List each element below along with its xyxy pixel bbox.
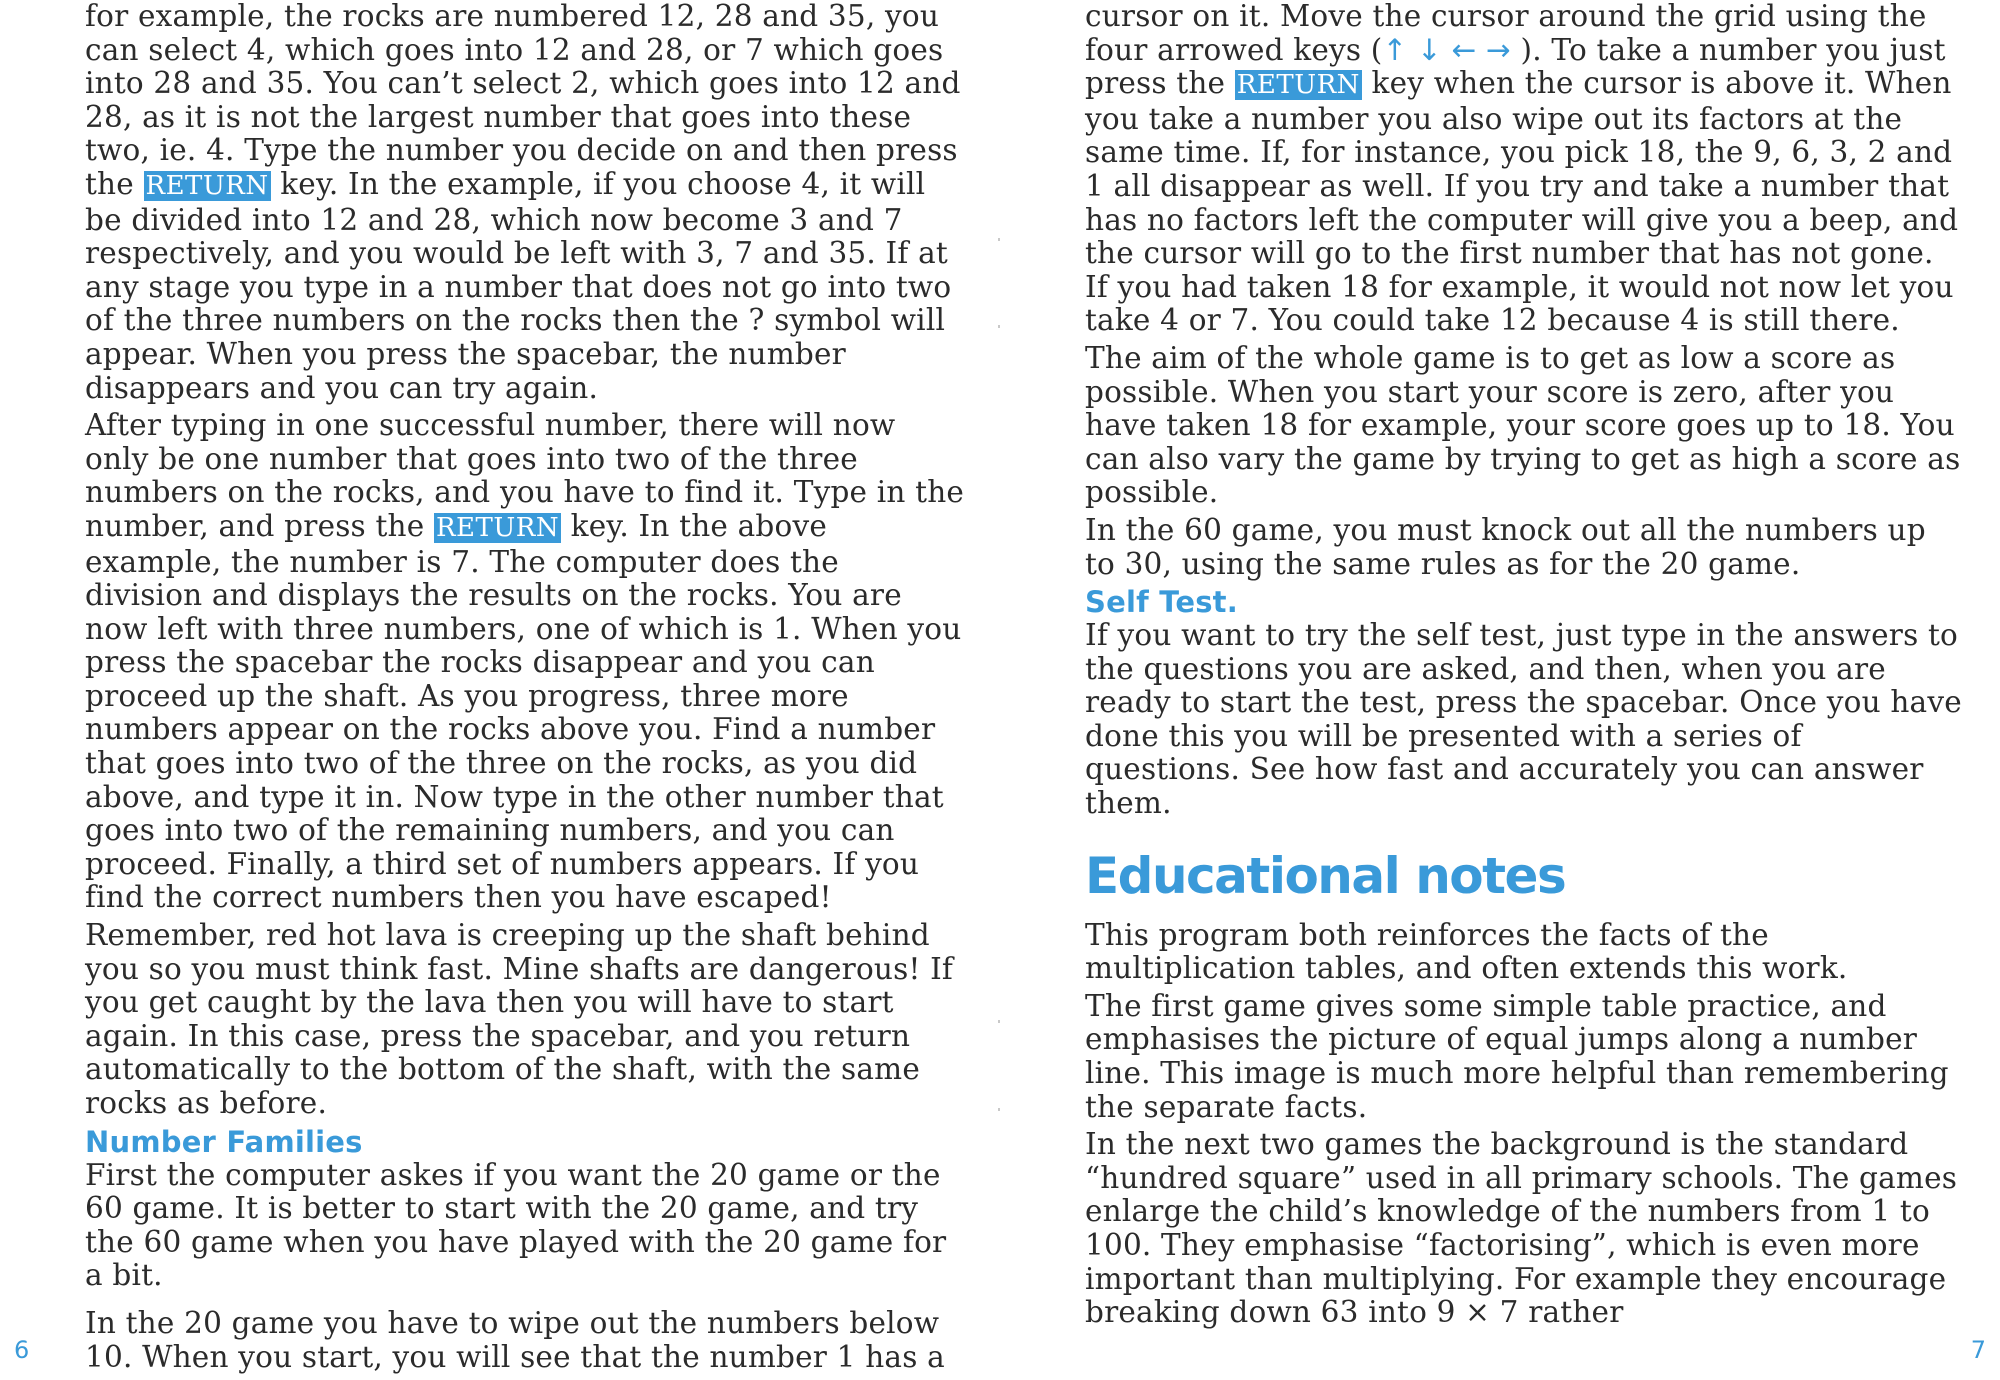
paragraph: In the 20 game you have to wipe out the numbers below 10. When you start, you will see that the number 1 has a xyxy=(85,1305,945,1374)
left-text-column xyxy=(85,0,965,1378)
return-key-label: RETURN xyxy=(1236,70,1360,101)
section-heading-educational-notes: Educational notes xyxy=(1085,846,1566,905)
return-key-label: RETURN xyxy=(435,512,560,543)
paragraph: The aim of the whole game is to get as low a score as possible. When you start your score is zero, after you have taken 18 for example, your score goes up to 18. You can also vary the game by trying to get as high a score as possible. xyxy=(1085,340,1961,510)
paragraph-text: ). To take a number you just press the xyxy=(1085,32,1946,101)
paragraph-text: key. In the above example, the number is 7. The computer does the division and displays the results on the rocks. You are now left with three numbers, one of which is 1. When you press the spacebar the rocks disappear and you can proceed up the shaft. As you progress, three more numbers appear on the rocks above you. Find a number that goes into two of the three on the rocks, as you did above, and type it in. Now type in the other number that goes into two of the remaining numbers, and you can proceed. Finally, a third set of numbers appears. If you find the correct numbers then you have escaped! xyxy=(85,508,962,915)
paragraph: If you want to try the self test, just type in the answers to the questions you are asked, and then, when you are ready to start the test, press the spacebar. Once you have done this you will be presented with a series of questions. See how fast and accurately you can answer them. xyxy=(1085,618,1962,821)
arrow-keys-icon: ↑ ↓ ← → xyxy=(1382,32,1511,67)
paragraph-text: for example, the rocks are numbered 12, 28 and 35, you can select 4, which goes into 12 and 28, or 7 which goes into 28 and 35. You can’t select 2, which goes into 12 and 28, as it is not the largest number that goes into these two, ie. 4. Type the number you decide on and then press the xyxy=(85,0,961,201)
paragraph-text: cursor on it. Move the cursor around the grid using the four arrowed keys ( xyxy=(1085,0,1927,67)
paragraph xyxy=(85,409,965,915)
paragraph: This program both reinforces the facts of the multiplication tables, and often extends this work. xyxy=(1085,917,1848,986)
page-number: 7 xyxy=(1970,1336,1986,1364)
paragraph-text: key when the cursor is above it. When you take a number you also wipe out its factors at the same time. If, for instance, you pick 18, the 9, 6, 3, 2 and 1 all disappear as well. If you try and take a number that has no factors left the computer will give you a beep, and the cursor will go to the first number that has not gone. If you had taken 18 for example, it would not now let you take 4 or 7. You could take 12 because 4 is still there. xyxy=(1085,66,1959,338)
paragraph: In the 60 game, you must knock out all the numbers up to 30, using the same rules as for the 20 game. xyxy=(1085,512,1926,581)
paragraph: In the next two games the background is the standard “hundred square” used in all primary schools. The games enlarge the child’s knowledge of the numbers from 1 to 100. They emphasise “factorising”, which is even more important than multiplying. For example they encourage breaking down 63 into 9 × 7 rather xyxy=(1085,1127,1958,1330)
return-key-label: RETURN xyxy=(145,170,269,201)
paragraph: Remember, red hot lava is creeping up the shaft behind you so you must think fast. Mine shafts are dangerous! If you get caught by the lava then you will have to start again. In this case, press the spacebar, and you return automatically to the bottom of the shaft, with the same rocks as before. xyxy=(85,918,954,1120)
section-heading-number-families: Number Families xyxy=(85,1124,363,1159)
paragraph: First the computer askes if you want the 20 game or the 60 game. It is better to start with the 20 game, and try the 60 game when you have played with the 20 game for a bit. xyxy=(85,1157,947,1293)
paragraph-text: After typing in one successful number, there will now only be one number that goes into two of the three numbers on the rocks, and you have to find it. Type in the number, and press the xyxy=(85,408,965,543)
right-page xyxy=(1000,0,2000,1380)
right-text-column xyxy=(1085,0,1965,1334)
page-number: 6 xyxy=(14,1336,30,1364)
section-heading-self-test: Self Test. xyxy=(1085,585,1238,620)
paragraph-text: key. In the example, if you choose 4, it will be divided into 12 and 28, which now become 3 and 7 respectively, and you would be left with 3, 7 and 35. If at any stage you type in a number that does not go into two of the three numbers on the rocks then the ? symbol will appear. When you press the spacebar, the number disappears and you can try again. xyxy=(85,166,952,405)
paragraph xyxy=(85,0,965,405)
paragraph: The first game gives some simple table practice, and emphasises the picture of equal jumps along a number line. This image is much more helpful than remembering the separate facts. xyxy=(1085,988,1949,1124)
paragraph xyxy=(1085,0,1965,338)
